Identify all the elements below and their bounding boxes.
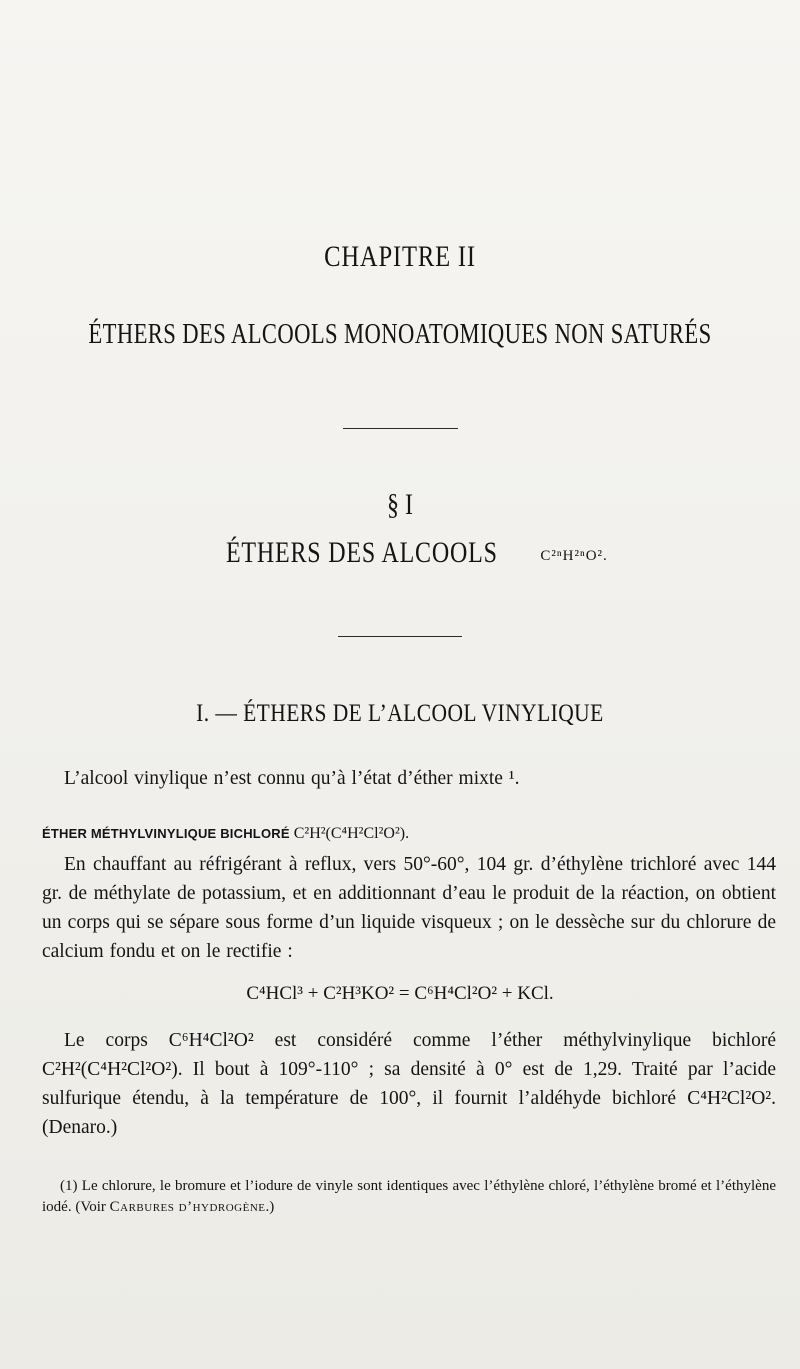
- footnote-text: (1) Le chlorure, le bromure et l’iodure de vinyle sont identiques avec l’éthylène chloré, l’éthylène bromé et l’éthylène iodé. (Voir: [42, 1178, 776, 1215]
- paragraph-properties: Le corps C⁶H⁴Cl²O² est considéré comme l’éther méthylvinylique bichloré C²H²(C⁴H²Cl²O²). Il bout à 109°-110° ; sa densité à 0° est de 1,29. Traité par l’acide sulfurique étendu, à la température de 100°, il fournit l’aldéhyde bichloré C⁴H²Cl²O². (Denaro.): [42, 1030, 776, 1138]
- compound-heading: [42, 822, 776, 846]
- compound-formula: C²H²(C⁴H²Cl²O²).: [293, 825, 410, 842]
- section-title: [0, 536, 800, 570]
- reaction-equation: C⁴HCl³ + C²H³KO² = C⁶H⁴Cl²O² + KCl.: [246, 983, 554, 1004]
- footnote-end: .): [265, 1199, 275, 1215]
- section-number: § I: [387, 488, 413, 521]
- subsection-title-text: I. — ÉTHERS DE L’ALCOOL VINYLIQUE: [196, 700, 604, 727]
- section-title-formula: C²ⁿH²ⁿO².: [540, 548, 608, 564]
- part-title: ÉTHERS DES ALCOOLS MONOATOMIQUES NON SATURÉS: [88, 318, 712, 350]
- footnote: [42, 1176, 776, 1218]
- footnote-reference: Carbures d’hydrogène: [109, 1199, 266, 1215]
- compound-name: ÉTHER MÉTHYLVINYLIQUE BICHLORÉ: [42, 826, 290, 841]
- intro-paragraph: L’alcool vinylique n’est connu qu’à l’état d’éther mixte ¹.: [64, 768, 520, 789]
- paragraph-preparation: En chauffant au réfrigérant à reflux, vers 50°-60°, 104 gr. d’éthylène trichloré avec 144 gr. de méthylate de potassium, et en additionnant d’eau le produit de la réaction, on obtient un corps qui se sépare sous forme d’un liquide visqueux ; on le dessèche sur du chlorure de calcium fondu et on le rectifie :: [42, 854, 776, 962]
- chapter-heading: CHAPITRE II: [324, 240, 476, 273]
- section-title-text: ÉTHERS DES ALCOOLS: [226, 536, 498, 569]
- divider-rule: [343, 428, 458, 429]
- divider-rule: [338, 636, 462, 637]
- subsection-title: [0, 700, 800, 728]
